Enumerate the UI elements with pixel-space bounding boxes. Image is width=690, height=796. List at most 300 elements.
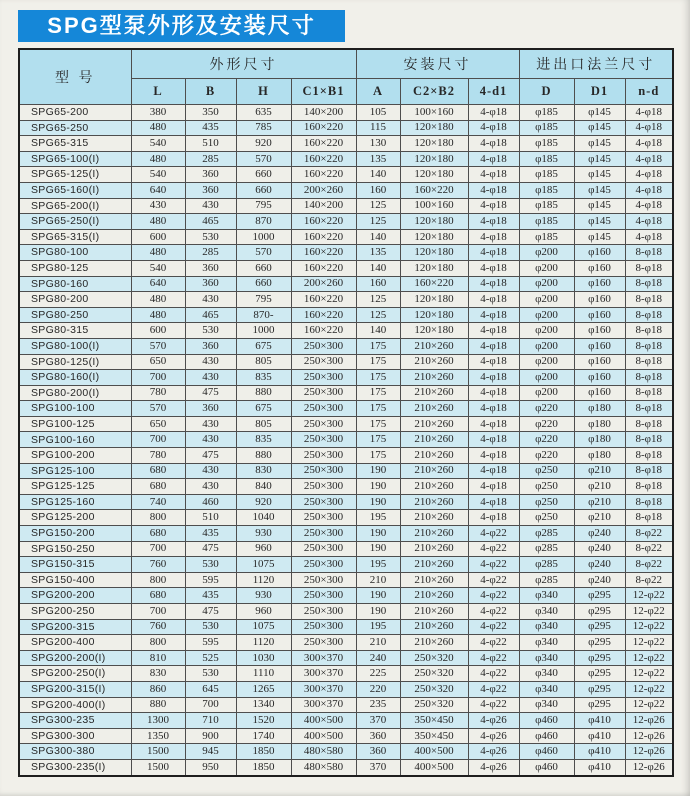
value-cell: 160×220 <box>291 229 356 245</box>
model-cell: SPG65-100(I) <box>19 151 131 167</box>
value-cell: 12-φ22 <box>625 604 673 620</box>
value-cell: 795 <box>236 292 291 308</box>
value-cell: 4-φ18 <box>468 229 519 245</box>
value-cell: 480 <box>131 307 185 323</box>
value-cell: 105 <box>356 105 400 121</box>
table-row <box>19 759 673 775</box>
value-cell: 140 <box>356 167 400 183</box>
model-cell: SPG200-315 <box>19 619 131 635</box>
value-cell: φ295 <box>574 650 625 666</box>
value-cell: 250×300 <box>291 385 356 401</box>
value-cell: 120×180 <box>400 292 468 308</box>
value-cell: 400×500 <box>400 759 468 775</box>
value-cell: 160×220 <box>291 214 356 230</box>
table-row <box>19 650 673 666</box>
value-cell: 4-φ18 <box>625 167 673 183</box>
model-cell: SPG125-160 <box>19 494 131 510</box>
value-cell: φ295 <box>574 666 625 682</box>
value-cell: 525 <box>185 650 236 666</box>
value-cell: 4-φ22 <box>468 526 519 542</box>
value-cell: 510 <box>185 136 236 152</box>
value-cell: 120×180 <box>400 307 468 323</box>
table-row <box>19 744 673 760</box>
value-cell: 4-φ18 <box>625 214 673 230</box>
value-cell: 200×260 <box>291 182 356 198</box>
value-cell: φ340 <box>519 635 574 651</box>
value-cell: 250×300 <box>291 416 356 432</box>
value-cell: φ200 <box>519 338 574 354</box>
value-cell: 120×180 <box>400 214 468 230</box>
value-cell: 920 <box>236 494 291 510</box>
value-cell: 210×260 <box>400 432 468 448</box>
value-cell: φ200 <box>519 354 574 370</box>
value-cell: 135 <box>356 151 400 167</box>
value-cell: φ200 <box>519 370 574 386</box>
value-cell: 190 <box>356 463 400 479</box>
value-cell: φ220 <box>519 401 574 417</box>
value-cell: 510 <box>185 510 236 526</box>
value-cell: 250×300 <box>291 370 356 386</box>
value-cell: φ145 <box>574 105 625 121</box>
value-cell: 4-φ18 <box>468 167 519 183</box>
value-cell: 4-φ18 <box>625 229 673 245</box>
value-cell: φ185 <box>519 151 574 167</box>
value-cell: 4-φ26 <box>468 744 519 760</box>
value-cell: 430 <box>185 463 236 479</box>
value-cell: φ295 <box>574 635 625 651</box>
value-cell: 12-φ26 <box>625 728 673 744</box>
value-cell: 210×260 <box>400 619 468 635</box>
value-cell: 465 <box>185 307 236 323</box>
value-cell: 530 <box>185 619 236 635</box>
value-cell: φ460 <box>519 744 574 760</box>
table-row <box>19 510 673 526</box>
table-row <box>19 385 673 401</box>
value-cell: 8-φ18 <box>625 276 673 292</box>
value-cell: 540 <box>131 260 185 276</box>
value-cell: 700 <box>131 604 185 620</box>
value-cell: 660 <box>236 260 291 276</box>
value-cell: 210×260 <box>400 635 468 651</box>
value-cell: 430 <box>185 432 236 448</box>
value-cell: 370 <box>356 713 400 729</box>
value-cell: 400×500 <box>291 713 356 729</box>
value-cell: φ410 <box>574 728 625 744</box>
value-cell: 300×370 <box>291 650 356 666</box>
value-cell: 12-φ26 <box>625 713 673 729</box>
model-cell: SPG100-125 <box>19 416 131 432</box>
value-cell: 760 <box>131 557 185 573</box>
value-cell: 160×220 <box>291 260 356 276</box>
value-cell: 650 <box>131 416 185 432</box>
value-cell: 435 <box>185 588 236 604</box>
value-cell: φ145 <box>574 198 625 214</box>
value-cell: 8-φ18 <box>625 370 673 386</box>
model-cell: SPG100-100 <box>19 401 131 417</box>
table-row <box>19 479 673 495</box>
value-cell: φ240 <box>574 557 625 573</box>
value-cell: 835 <box>236 432 291 448</box>
value-cell: 120×180 <box>400 120 468 136</box>
model-cell: SPG80-125 <box>19 260 131 276</box>
value-cell: 210×260 <box>400 385 468 401</box>
value-cell: φ145 <box>574 229 625 245</box>
value-cell: 1850 <box>236 759 291 775</box>
column-header-d: D <box>519 79 574 105</box>
value-cell: 210×260 <box>400 401 468 417</box>
value-cell: 810 <box>131 650 185 666</box>
table-row <box>19 728 673 744</box>
value-cell: 12-φ22 <box>625 588 673 604</box>
value-cell: 800 <box>131 572 185 588</box>
value-cell: φ160 <box>574 276 625 292</box>
value-cell: 125 <box>356 214 400 230</box>
value-cell: 350 <box>185 105 236 121</box>
value-cell: 250×300 <box>291 510 356 526</box>
value-cell: 880 <box>236 448 291 464</box>
value-cell: 4-φ18 <box>468 198 519 214</box>
value-cell: φ160 <box>574 385 625 401</box>
column-header-4-d1: 4-d1 <box>468 79 519 105</box>
value-cell: 160×220 <box>291 323 356 339</box>
value-cell: φ210 <box>574 494 625 510</box>
value-cell: 175 <box>356 401 400 417</box>
value-cell: 140 <box>356 323 400 339</box>
value-cell: 960 <box>236 541 291 557</box>
value-cell: 360 <box>185 167 236 183</box>
value-cell: 4-φ18 <box>468 463 519 479</box>
value-cell: 360 <box>185 338 236 354</box>
model-cell: SPG80-200(I) <box>19 385 131 401</box>
value-cell: φ240 <box>574 526 625 542</box>
value-cell: 120×180 <box>400 245 468 261</box>
value-cell: 1000 <box>236 323 291 339</box>
value-cell: 680 <box>131 526 185 542</box>
value-cell: 210×260 <box>400 416 468 432</box>
table-row <box>19 260 673 276</box>
value-cell: 805 <box>236 354 291 370</box>
model-cell: SPG65-160(I) <box>19 182 131 198</box>
value-cell: φ210 <box>574 510 625 526</box>
value-cell: 190 <box>356 541 400 557</box>
table-row <box>19 588 673 604</box>
value-cell: φ410 <box>574 759 625 775</box>
model-cell: SPG80-160(I) <box>19 370 131 386</box>
value-cell: 160×220 <box>291 136 356 152</box>
value-cell: 1030 <box>236 650 291 666</box>
value-cell: 175 <box>356 385 400 401</box>
value-cell: 160 <box>356 182 400 198</box>
value-cell: 4-φ18 <box>468 401 519 417</box>
value-cell: 4-φ18 <box>468 510 519 526</box>
table-body <box>19 105 673 776</box>
value-cell: 160×220 <box>400 182 468 198</box>
value-cell: φ295 <box>574 604 625 620</box>
value-cell: 435 <box>185 120 236 136</box>
value-cell: φ250 <box>519 463 574 479</box>
value-cell: φ180 <box>574 432 625 448</box>
value-cell: 4-φ18 <box>625 105 673 121</box>
value-cell: 700 <box>131 541 185 557</box>
value-cell: 250×300 <box>291 619 356 635</box>
value-cell: φ295 <box>574 681 625 697</box>
value-cell: φ185 <box>519 167 574 183</box>
value-cell: 250×300 <box>291 338 356 354</box>
value-cell: 210×260 <box>400 588 468 604</box>
table-row <box>19 401 673 417</box>
value-cell: 4-φ18 <box>468 245 519 261</box>
value-cell: 570 <box>131 338 185 354</box>
value-cell: 430 <box>185 198 236 214</box>
value-cell: 1000 <box>236 229 291 245</box>
value-cell: 8-φ18 <box>625 510 673 526</box>
value-cell: 250×300 <box>291 588 356 604</box>
value-cell: 700 <box>185 697 236 713</box>
value-cell: φ180 <box>574 448 625 464</box>
value-cell: 1110 <box>236 666 291 682</box>
value-cell: 4-φ22 <box>468 557 519 573</box>
column-header-h: H <box>236 79 291 105</box>
value-cell: 140×200 <box>291 198 356 214</box>
value-cell: 4-φ18 <box>468 323 519 339</box>
value-cell: 300×370 <box>291 697 356 713</box>
value-cell: 1040 <box>236 510 291 526</box>
value-cell: φ160 <box>574 292 625 308</box>
model-cell: SPG65-125(I) <box>19 167 131 183</box>
value-cell: 960 <box>236 604 291 620</box>
value-cell: 350×450 <box>400 713 468 729</box>
model-cell: SPG150-200 <box>19 526 131 542</box>
table-row <box>19 167 673 183</box>
value-cell: 4-φ18 <box>468 307 519 323</box>
value-cell: 12-φ22 <box>625 619 673 635</box>
value-cell: 830 <box>236 463 291 479</box>
model-cell: SPG300-235 <box>19 713 131 729</box>
table-row <box>19 526 673 542</box>
model-cell: SPG200-250(I) <box>19 666 131 682</box>
value-cell: φ250 <box>519 510 574 526</box>
value-cell: 210×260 <box>400 463 468 479</box>
value-cell: 675 <box>236 338 291 354</box>
value-cell: 635 <box>236 105 291 121</box>
value-cell: 4-φ26 <box>468 728 519 744</box>
value-cell: 430 <box>185 292 236 308</box>
value-cell: 570 <box>131 401 185 417</box>
value-cell: 160 <box>356 276 400 292</box>
value-cell: 190 <box>356 526 400 542</box>
value-cell: 4-φ26 <box>468 713 519 729</box>
model-cell: SPG200-400 <box>19 635 131 651</box>
table-row <box>19 338 673 354</box>
value-cell: 190 <box>356 479 400 495</box>
value-cell: 250×300 <box>291 354 356 370</box>
value-cell: 12-φ22 <box>625 697 673 713</box>
value-cell: 4-φ18 <box>625 151 673 167</box>
model-cell: SPG125-125 <box>19 479 131 495</box>
value-cell: 430 <box>185 354 236 370</box>
value-cell: 160×220 <box>291 151 356 167</box>
model-cell: SPG65-200(I) <box>19 198 131 214</box>
value-cell: φ240 <box>574 572 625 588</box>
value-cell: 8-φ18 <box>625 260 673 276</box>
value-cell: φ340 <box>519 619 574 635</box>
value-cell: 4-φ18 <box>468 260 519 276</box>
value-cell: 830 <box>131 666 185 682</box>
value-cell: 700 <box>131 432 185 448</box>
value-cell: 530 <box>185 229 236 245</box>
value-cell: 4-φ22 <box>468 541 519 557</box>
value-cell: 870- <box>236 307 291 323</box>
value-cell: 4-φ18 <box>468 354 519 370</box>
value-cell: 800 <box>131 510 185 526</box>
value-cell: 780 <box>131 448 185 464</box>
value-cell: φ250 <box>519 479 574 495</box>
value-cell: 300×370 <box>291 666 356 682</box>
value-cell: φ185 <box>519 136 574 152</box>
value-cell: 4-φ18 <box>468 182 519 198</box>
value-cell: 250×300 <box>291 463 356 479</box>
value-cell: 835 <box>236 370 291 386</box>
value-cell: 140 <box>356 229 400 245</box>
value-cell: 225 <box>356 666 400 682</box>
value-cell: 250×300 <box>291 432 356 448</box>
value-cell: 130 <box>356 136 400 152</box>
value-cell: 945 <box>185 744 236 760</box>
value-cell: 930 <box>236 588 291 604</box>
value-cell: 8-φ18 <box>625 338 673 354</box>
value-cell: 360 <box>185 260 236 276</box>
value-cell: 210×260 <box>400 494 468 510</box>
value-cell: 475 <box>185 541 236 557</box>
value-cell: 430 <box>185 416 236 432</box>
model-cell: SPG65-250 <box>19 120 131 136</box>
value-cell: 350×450 <box>400 728 468 744</box>
column-header-c2-b2: C2×B2 <box>400 79 468 105</box>
value-cell: φ200 <box>519 307 574 323</box>
value-cell: 1500 <box>131 744 185 760</box>
value-cell: φ460 <box>519 713 574 729</box>
value-cell: 710 <box>185 713 236 729</box>
value-cell: φ200 <box>519 323 574 339</box>
group-header-flange-dimensions: 进出口法兰尺寸 <box>519 49 673 79</box>
value-cell: 175 <box>356 432 400 448</box>
value-cell: 120×180 <box>400 151 468 167</box>
value-cell: 4-φ18 <box>468 151 519 167</box>
value-cell: 4-φ18 <box>625 182 673 198</box>
value-cell: 210×260 <box>400 354 468 370</box>
value-cell: 250×320 <box>400 650 468 666</box>
value-cell: 435 <box>185 526 236 542</box>
model-cell: SPG80-100(I) <box>19 338 131 354</box>
model-cell: SPG65-250(I) <box>19 214 131 230</box>
value-cell: 210×260 <box>400 370 468 386</box>
value-cell: φ160 <box>574 260 625 276</box>
column-header-c1-b1: C1×B1 <box>291 79 356 105</box>
value-cell: 125 <box>356 292 400 308</box>
value-cell: 210×260 <box>400 526 468 542</box>
value-cell: φ240 <box>574 541 625 557</box>
model-cell: SPG80-315 <box>19 323 131 339</box>
value-cell: φ185 <box>519 229 574 245</box>
value-cell: 300×370 <box>291 681 356 697</box>
value-cell: 600 <box>131 323 185 339</box>
value-cell: φ180 <box>574 401 625 417</box>
value-cell: 760 <box>131 619 185 635</box>
table-row <box>19 572 673 588</box>
value-cell: 1740 <box>236 728 291 744</box>
value-cell: 120×180 <box>400 136 468 152</box>
value-cell: 8-φ18 <box>625 463 673 479</box>
table-row <box>19 635 673 651</box>
value-cell: 135 <box>356 245 400 261</box>
value-cell: 480 <box>131 292 185 308</box>
table-header <box>19 49 673 105</box>
model-cell: SPG65-315(I) <box>19 229 131 245</box>
value-cell: 800 <box>131 635 185 651</box>
value-cell: 195 <box>356 619 400 635</box>
value-cell: 8-φ18 <box>625 416 673 432</box>
value-cell: 8-φ18 <box>625 354 673 370</box>
value-cell: φ180 <box>574 416 625 432</box>
model-cell: SPG300-300 <box>19 728 131 744</box>
value-cell: 12-φ26 <box>625 759 673 775</box>
value-cell: 660 <box>236 276 291 292</box>
value-cell: φ200 <box>519 245 574 261</box>
value-cell: 595 <box>185 635 236 651</box>
column-header-a: A <box>356 79 400 105</box>
value-cell: φ200 <box>519 385 574 401</box>
value-cell: 175 <box>356 416 400 432</box>
value-cell: 360 <box>185 401 236 417</box>
value-cell: 1075 <box>236 557 291 573</box>
value-cell: 1500 <box>131 759 185 775</box>
value-cell: 250×300 <box>291 526 356 542</box>
value-cell: 175 <box>356 370 400 386</box>
value-cell: 8-φ18 <box>625 401 673 417</box>
value-cell: φ340 <box>519 588 574 604</box>
value-cell: φ295 <box>574 619 625 635</box>
value-cell: 250×320 <box>400 697 468 713</box>
model-cell: SPG65-315 <box>19 136 131 152</box>
value-cell: 125 <box>356 198 400 214</box>
value-cell: 190 <box>356 604 400 620</box>
value-cell: φ185 <box>519 182 574 198</box>
value-cell: 475 <box>185 385 236 401</box>
value-cell: φ160 <box>574 307 625 323</box>
value-cell: 480 <box>131 151 185 167</box>
value-cell: 140 <box>356 260 400 276</box>
table-row <box>19 681 673 697</box>
value-cell: 1300 <box>131 713 185 729</box>
value-cell: 380 <box>131 105 185 121</box>
value-cell: 160×220 <box>291 120 356 136</box>
value-cell: 4-φ18 <box>468 479 519 495</box>
value-cell: φ410 <box>574 744 625 760</box>
value-cell: 4-φ22 <box>468 604 519 620</box>
value-cell: 4-φ18 <box>468 338 519 354</box>
value-cell: 8-φ18 <box>625 432 673 448</box>
value-cell: 100×160 <box>400 198 468 214</box>
table-row <box>19 494 673 510</box>
value-cell: 4-φ22 <box>468 588 519 604</box>
model-cell: SPG80-160 <box>19 276 131 292</box>
value-cell: 475 <box>185 448 236 464</box>
value-cell: 840 <box>236 479 291 495</box>
value-cell: 430 <box>185 370 236 386</box>
value-cell: 285 <box>185 245 236 261</box>
value-cell: 8-φ22 <box>625 526 673 542</box>
model-cell: SPG150-315 <box>19 557 131 573</box>
